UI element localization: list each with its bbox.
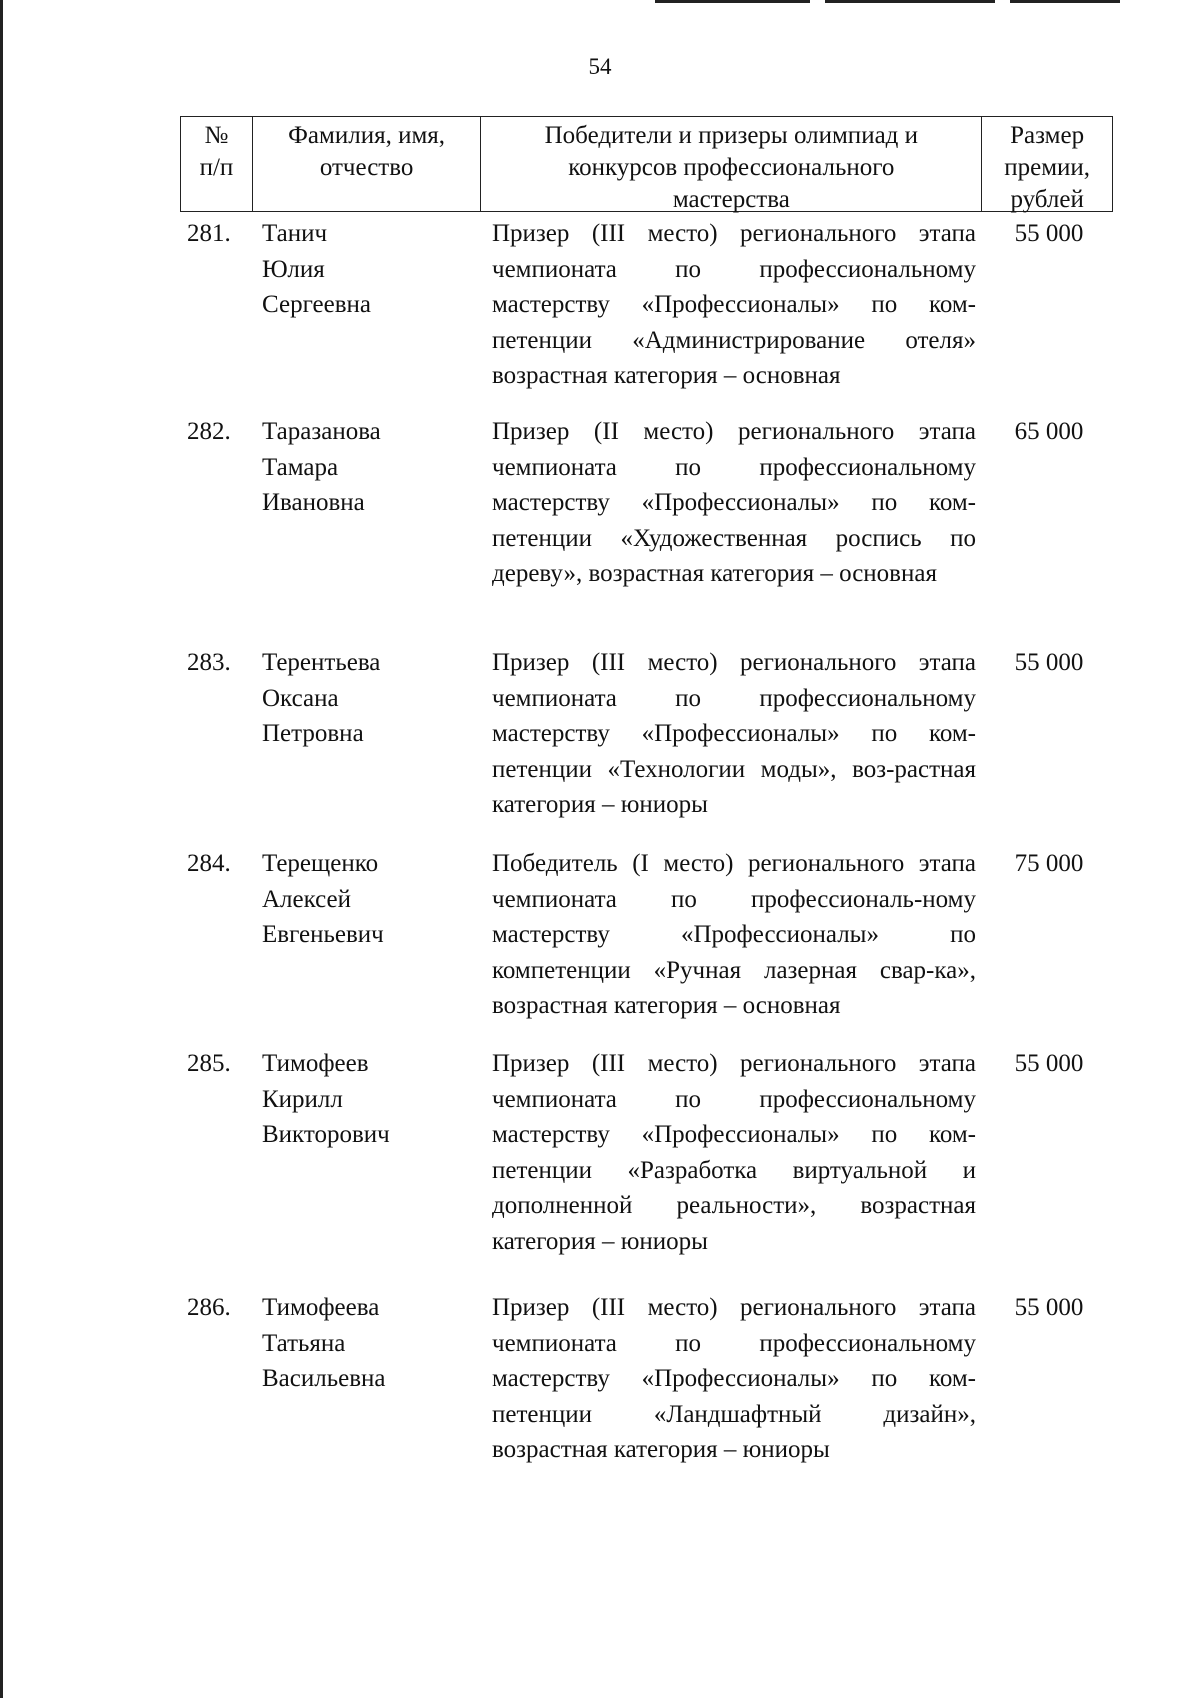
row-achievement: Победитель (I место) регионального этапа чемпионата по профессиональ-ному мастерству «Профессионалы» по компетенции «Ручная лазерная свар-ка», возрастная категория – основная	[492, 850, 976, 1019]
row-number: 282.	[187, 418, 231, 445]
scan-edge	[0, 0, 3, 1698]
row-full-name: Терентьева Оксана Петровна	[262, 649, 381, 747]
row-number: 284.	[187, 850, 231, 877]
header-number: № п/п	[181, 117, 253, 211]
row-prize-amount: 55 000	[1014, 1294, 1084, 1321]
row-full-name: Терещенко Алексей Евгеньевич	[262, 850, 384, 948]
scan-artifact-line	[825, 0, 995, 3]
row-full-name: Танич Юлия Сергеевна	[262, 220, 371, 318]
row-achievement: Призер (III место) регионального этапа чемпионата по профессиональному мастерству «Профессионалы» по ком-петенции «Ландшафтный дизайн», возрастная категория – юниоры	[492, 1294, 976, 1463]
row-prize-amount: 55 000	[1014, 1050, 1084, 1077]
scan-artifact-line	[655, 0, 810, 3]
row-achievement: Призер (II место) регионального этапа чемпионата по профессиональному мастерству «Профессионалы» по ком-петенции «Художественная роспись по дереву», возрастная категория – основная	[492, 418, 976, 587]
scan-artifact-line	[1010, 0, 1120, 3]
row-achievement: Призер (III место) регионального этапа чемпионата по профессиональному мастерству «Профессионалы» по ком-петенции «Администрирование отеля» возрастная категория – основная	[492, 220, 976, 389]
header-full-name: Фамилия, имя, отчество	[253, 117, 482, 211]
row-achievement: Призер (III место) регионального этапа чемпионата по профессиональному мастерству «Профессионалы» по ком-петенции «Разработка виртуальной и дополненной реальности», возрастная категория – юниоры	[492, 1050, 976, 1255]
header-achievement: Победители и призеры олимпиад и конкурсов профессионального мастерства	[481, 117, 982, 211]
row-prize-amount: 55 000	[1014, 220, 1084, 247]
row-full-name: Тимофеев Кирилл Викторович	[262, 1050, 390, 1148]
header-prize-amount: Размер премии, рублей	[1004, 122, 1091, 213]
row-number: 285.	[187, 1050, 231, 1077]
row-prize-amount: 75 000	[1014, 850, 1084, 877]
row-prize-amount: 55 000	[1014, 649, 1084, 676]
row-full-name: Тимофеева Татьяна Васильевна	[262, 1294, 386, 1392]
row-prize-amount: 65 000	[1014, 418, 1084, 445]
row-number: 281.	[187, 220, 231, 247]
row-number: 286.	[187, 1294, 231, 1321]
table-header	[180, 116, 1113, 212]
page-number: 54	[588, 54, 612, 79]
row-full-name: Таразанова Тамара Ивановна	[262, 418, 381, 516]
row-number: 283.	[187, 649, 231, 676]
row-achievement: Призер (III место) регионального этапа чемпионата по профессиональному мастерству «Профессионалы» по ком-петенции «Технологии моды», воз-растная категория – юниоры	[492, 649, 976, 818]
